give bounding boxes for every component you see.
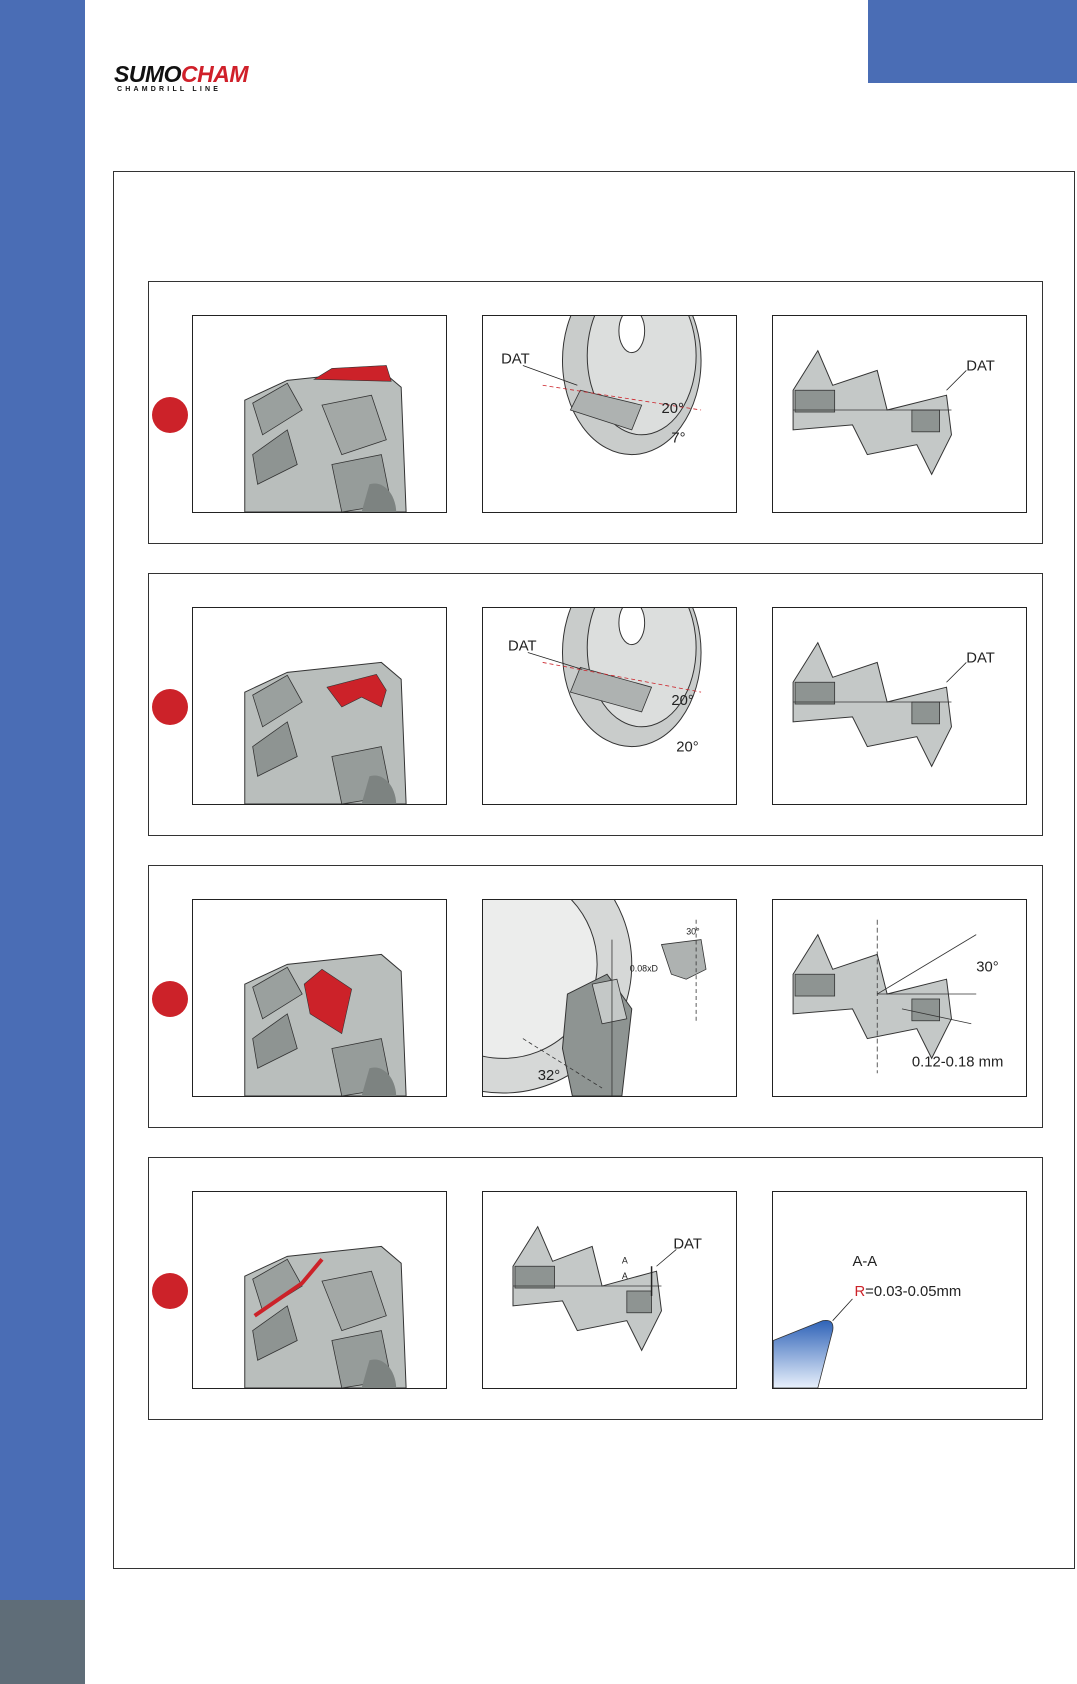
step-4-tool-view (192, 1191, 447, 1389)
step-4 (148, 1157, 1043, 1420)
result-dat-label: DAT (966, 650, 995, 667)
step-3-result-view (772, 899, 1027, 1097)
step-1-marker (152, 397, 188, 433)
svg-text:R=0.03-0.05mm (854, 1284, 961, 1300)
result-dimension-label: 0.12-0.18 mm (911, 1054, 1004, 1071)
angle-small-label: 30° (686, 926, 700, 937)
logo-tagline: CHAMDRILL LINE (117, 86, 222, 93)
ref-dat-label: DAT (501, 351, 530, 368)
ref-dat-label: DAT (673, 1236, 702, 1253)
step-3 (148, 865, 1043, 1128)
step-2-tool-view (192, 607, 447, 805)
logo-word-sumo: SUMO (114, 61, 181, 87)
step-2 (148, 573, 1043, 836)
section-mark-2: A (621, 1271, 628, 1282)
section-title: A-A (852, 1254, 878, 1271)
step-3-tool-view (192, 899, 447, 1097)
radius-value: =0.03-0.05mm (865, 1283, 962, 1300)
step-4-grinding-setup (482, 1191, 737, 1389)
radius-prefix: R (854, 1283, 866, 1300)
step-2-result-view (772, 607, 1027, 805)
step-3-marker (152, 981, 188, 1017)
highlight-face (314, 365, 391, 381)
step-1 (148, 281, 1043, 544)
section-mark-1: A (621, 1255, 628, 1266)
step-4-result-view (772, 1191, 1027, 1389)
angle-1-label: 20° (661, 401, 684, 418)
ref-dat-label: DAT (508, 638, 537, 655)
left-footer-block (0, 1600, 85, 1684)
logo-word-cham: CHAM (181, 61, 248, 87)
top-tab (868, 0, 1077, 83)
step-2-marker (152, 689, 188, 725)
angle-2-label: 7° (671, 430, 686, 447)
step-1-grinding-setup (482, 315, 737, 513)
angle-1-label: 20° (671, 693, 694, 710)
brand-logo (114, 62, 264, 96)
angle-2-label: 20° (676, 739, 699, 756)
step-1-result-view (772, 315, 1027, 513)
step-1-tool-view (192, 315, 447, 513)
dim-small-label: 0.08xD (629, 963, 658, 974)
angle-main-label: 32° (537, 1068, 561, 1085)
result-angle-label: 30° (976, 959, 999, 976)
step-2-grinding-setup (482, 607, 737, 805)
left-color-band (0, 0, 85, 1600)
result-dat-label: DAT (966, 358, 995, 375)
step-4-marker (152, 1273, 188, 1309)
step-3-grinding-setup (482, 899, 737, 1097)
